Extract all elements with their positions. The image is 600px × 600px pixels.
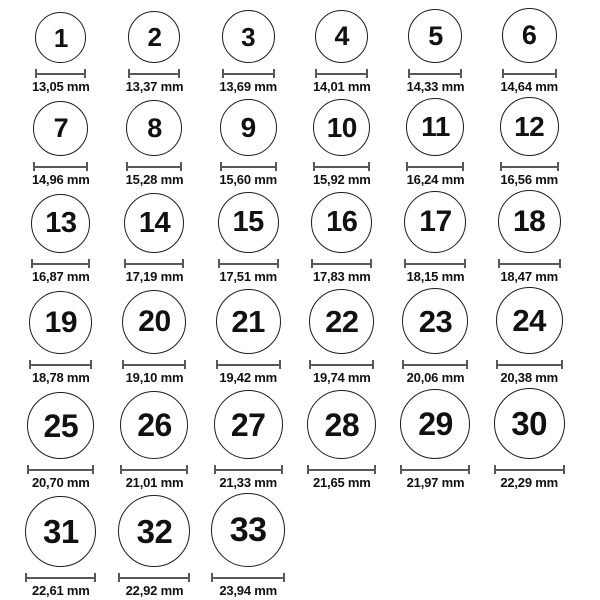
diameter-label: 13,69 mm xyxy=(219,79,277,94)
ring-circle xyxy=(31,194,90,253)
ring-circle xyxy=(500,97,559,156)
ring-size-number: 9 xyxy=(240,111,256,143)
ruler-line xyxy=(218,364,279,366)
diameter-ruler xyxy=(406,162,464,171)
diameter-ruler xyxy=(216,360,281,369)
diameter-label: 14,96 mm xyxy=(31,172,90,187)
ring-size-cell xyxy=(14,194,108,284)
ring-size-cell xyxy=(482,388,576,490)
diameter-ruler xyxy=(502,69,557,78)
diameter-label: 21,01 mm xyxy=(125,475,184,490)
ring-circle xyxy=(315,10,368,63)
ruler-line xyxy=(500,263,559,265)
ring-circle xyxy=(496,287,563,354)
diameter-ruler xyxy=(124,259,184,268)
ring-size-row xyxy=(14,493,576,598)
ruler-line xyxy=(33,263,88,265)
ring-circle xyxy=(404,191,466,253)
ring-circle xyxy=(29,291,92,354)
ruler-line xyxy=(315,166,368,168)
diameter-label: 19,42 mm xyxy=(219,370,277,385)
ruler-line xyxy=(37,73,84,75)
ring-size-number: 21 xyxy=(231,304,265,339)
ring-size-cell xyxy=(482,97,576,187)
ring-size-number: 30 xyxy=(511,405,548,442)
ring-size-number: 20 xyxy=(138,305,171,338)
ring-circle xyxy=(307,390,376,459)
ruler-line xyxy=(130,73,178,75)
ring-size-number: 18 xyxy=(512,204,546,238)
diameter-label: 22,29 mm xyxy=(500,475,558,490)
ring-size-cell xyxy=(14,291,108,385)
ring-circle xyxy=(222,10,275,63)
ruler-line xyxy=(216,469,281,471)
ring-size-number: 33 xyxy=(229,511,267,549)
ring-circle xyxy=(33,101,88,156)
ring-size-cell xyxy=(201,493,295,598)
ring-circle xyxy=(118,495,190,567)
diameter-ruler xyxy=(400,465,470,474)
ring-size-cell xyxy=(482,190,576,284)
ring-size-number: 11 xyxy=(421,111,450,142)
ring-size-cell xyxy=(295,289,389,385)
ring-size-cell xyxy=(295,10,389,94)
ring-size-number: 6 xyxy=(521,20,537,50)
ruler-line xyxy=(498,364,561,366)
diameter-ruler xyxy=(220,162,277,171)
diameter-label: 17,83 mm xyxy=(312,269,371,284)
ring-size-cell xyxy=(14,101,108,187)
ring-circle xyxy=(309,289,374,354)
diameter-ruler xyxy=(120,465,188,474)
ring-size-number: 8 xyxy=(147,112,162,143)
ring-circle xyxy=(27,392,94,459)
ruler-line xyxy=(502,166,557,168)
diameter-ruler xyxy=(500,162,559,171)
diameter-label: 22,92 mm xyxy=(125,583,184,598)
ruler-line xyxy=(220,263,277,265)
ring-circle xyxy=(498,190,561,253)
diameter-label: 21,65 mm xyxy=(312,475,371,490)
diameter-label: 13,05 mm xyxy=(31,79,90,94)
ruler-line xyxy=(313,263,370,265)
diameter-ruler xyxy=(309,360,374,369)
ring-size-number: 3 xyxy=(241,21,256,52)
diameter-ruler xyxy=(494,465,565,474)
diameter-label: 16,87 mm xyxy=(31,269,90,284)
diameter-label: 14,01 mm xyxy=(312,79,371,94)
ring-size-cell xyxy=(201,289,295,385)
ruler-line xyxy=(504,73,555,75)
diameter-label: 16,56 mm xyxy=(500,172,558,187)
ring-circle xyxy=(402,288,468,354)
ring-size-number: 29 xyxy=(418,406,453,442)
diameter-ruler xyxy=(402,360,468,369)
ruler-line xyxy=(406,263,464,265)
diameter-label: 19,74 mm xyxy=(312,370,371,385)
ruler-line xyxy=(29,469,92,471)
ring-size-cell xyxy=(295,99,389,187)
ring-size-number: 15 xyxy=(232,206,264,238)
diameter-label: 18,47 mm xyxy=(500,269,558,284)
ring-size-cell xyxy=(14,496,108,598)
ring-circle xyxy=(124,193,184,253)
ruler-line xyxy=(128,166,180,168)
diameter-label: 15,28 mm xyxy=(125,172,184,187)
ring-circle xyxy=(126,100,182,156)
ring-size-row xyxy=(14,287,576,385)
ruler-line xyxy=(410,73,460,75)
ruler-line xyxy=(408,166,462,168)
ring-size-number: 22 xyxy=(325,304,359,339)
ring-circle xyxy=(400,389,470,459)
diameter-label: 19,10 mm xyxy=(125,370,184,385)
ring-circle xyxy=(35,12,86,63)
ring-size-cell xyxy=(14,12,108,94)
diameter-label: 20,38 mm xyxy=(500,370,558,385)
diameter-label: 17,19 mm xyxy=(125,269,184,284)
ruler-line xyxy=(122,469,186,471)
ruler-line xyxy=(120,577,188,579)
ring-circle xyxy=(311,192,372,253)
ring-size-number: 31 xyxy=(42,513,79,550)
ring-size-cell xyxy=(389,9,483,94)
diameter-label: 21,33 mm xyxy=(219,475,277,490)
diameter-ruler xyxy=(27,465,94,474)
ring-size-number: 10 xyxy=(326,111,357,143)
ruler-line xyxy=(126,263,182,265)
ring-size-number: 23 xyxy=(418,303,453,339)
diameter-ruler xyxy=(315,69,368,78)
diameter-ruler xyxy=(29,360,92,369)
ring-size-cell xyxy=(108,495,202,598)
ring-size-cell xyxy=(295,390,389,490)
ring-size-cell xyxy=(108,391,202,490)
diameter-label: 13,37 mm xyxy=(125,79,184,94)
ring-circle xyxy=(408,9,462,63)
diameter-label: 20,06 mm xyxy=(406,370,465,385)
ring-size-number: 2 xyxy=(147,22,162,52)
ring-size-number: 26 xyxy=(137,407,172,443)
ring-size-cell xyxy=(389,288,483,385)
diameter-label: 22,61 mm xyxy=(31,583,90,598)
ring-circle xyxy=(120,391,188,459)
ruler-line xyxy=(213,577,283,579)
ring-size-cell xyxy=(14,392,108,490)
diameter-ruler xyxy=(214,465,283,474)
ring-size-number: 32 xyxy=(136,512,173,550)
ring-circle xyxy=(220,99,277,156)
diameter-ruler xyxy=(33,162,88,171)
ruler-line xyxy=(224,73,273,75)
diameter-ruler xyxy=(118,573,190,582)
ring-size-cell xyxy=(482,287,576,385)
diameter-label: 18,78 mm xyxy=(31,370,90,385)
diameter-ruler xyxy=(211,573,285,582)
diameter-label: 14,64 mm xyxy=(500,79,558,94)
ring-size-cell xyxy=(389,191,483,284)
ruler-line xyxy=(402,469,468,471)
diameter-label: 14,33 mm xyxy=(406,79,465,94)
diameter-ruler xyxy=(122,360,186,369)
ring-circle xyxy=(406,98,464,156)
diameter-ruler xyxy=(35,69,86,78)
ring-size-number: 27 xyxy=(230,406,266,443)
ring-size-number: 12 xyxy=(514,110,545,142)
ruler-line xyxy=(31,364,90,366)
ruler-line xyxy=(404,364,466,366)
diameter-label: 23,94 mm xyxy=(219,583,277,598)
ring-size-row xyxy=(14,388,576,490)
ring-size-cell xyxy=(108,193,202,284)
ruler-line xyxy=(222,166,275,168)
ring-size-row xyxy=(14,8,576,94)
ring-size-cell xyxy=(201,192,295,284)
diameter-ruler xyxy=(311,259,372,268)
ruler-line xyxy=(124,364,184,366)
ring-size-number: 25 xyxy=(43,407,79,444)
ring-size-number: 1 xyxy=(53,22,68,53)
ring-circle xyxy=(494,388,565,459)
ring-circle xyxy=(216,289,281,354)
ruler-line xyxy=(35,166,86,168)
diameter-label: 21,97 mm xyxy=(406,475,465,490)
ring-size-number: 24 xyxy=(512,303,546,338)
diameter-label: 20,70 mm xyxy=(31,475,90,490)
diameter-ruler xyxy=(222,69,275,78)
ruler-line xyxy=(309,469,374,471)
diameter-label: 15,92 mm xyxy=(312,172,371,187)
diameter-ruler xyxy=(31,259,90,268)
ring-circle xyxy=(214,390,283,459)
ring-circle xyxy=(122,290,186,354)
ring-size-number: 13 xyxy=(45,207,77,239)
ring-size-number: 19 xyxy=(44,305,78,339)
ring-circle xyxy=(25,496,96,567)
ring-circle xyxy=(502,8,557,63)
ring-size-cell xyxy=(201,99,295,187)
diameter-label: 18,15 mm xyxy=(406,269,465,284)
ring-size-cell xyxy=(482,8,576,94)
ring-circle xyxy=(218,192,279,253)
diameter-ruler xyxy=(496,360,563,369)
ring-size-row xyxy=(14,190,576,284)
ring-size-number: 7 xyxy=(53,113,69,143)
ruler-line xyxy=(311,364,372,366)
ring-circle xyxy=(211,493,285,567)
diameter-ruler xyxy=(128,69,180,78)
diameter-label: 16,24 mm xyxy=(406,172,465,187)
ruler-line xyxy=(317,73,366,75)
ring-size-number: 28 xyxy=(324,406,360,443)
ring-size-number: 17 xyxy=(419,205,452,238)
diameter-ruler xyxy=(25,573,96,582)
diameter-ruler xyxy=(498,259,561,268)
ring-size-number: 14 xyxy=(138,206,171,239)
ruler-line xyxy=(27,577,94,579)
ring-size-cell xyxy=(108,290,202,385)
ring-size-cell xyxy=(389,98,483,187)
ring-size-cell xyxy=(389,389,483,490)
diameter-ruler xyxy=(218,259,279,268)
ring-size-number: 16 xyxy=(326,206,358,238)
diameter-ruler xyxy=(313,162,370,171)
ring-size-cell xyxy=(201,390,295,490)
diameter-ruler xyxy=(307,465,376,474)
ring-size-cell xyxy=(201,10,295,94)
diameter-ruler xyxy=(408,69,462,78)
ruler-line xyxy=(496,469,563,471)
diameter-label: 17,51 mm xyxy=(219,269,277,284)
diameter-label: 15,60 mm xyxy=(219,172,277,187)
ring-size-row xyxy=(14,97,576,187)
ring-circle xyxy=(313,99,370,156)
ring-size-cell xyxy=(108,11,202,94)
ring-size-cell xyxy=(108,100,202,187)
ring-size-number: 4 xyxy=(334,21,350,51)
ring-size-number: 5 xyxy=(428,20,443,51)
ring-circle xyxy=(128,11,180,63)
diameter-ruler xyxy=(404,259,466,268)
diameter-ruler xyxy=(126,162,182,171)
ring-size-cell xyxy=(295,192,389,284)
